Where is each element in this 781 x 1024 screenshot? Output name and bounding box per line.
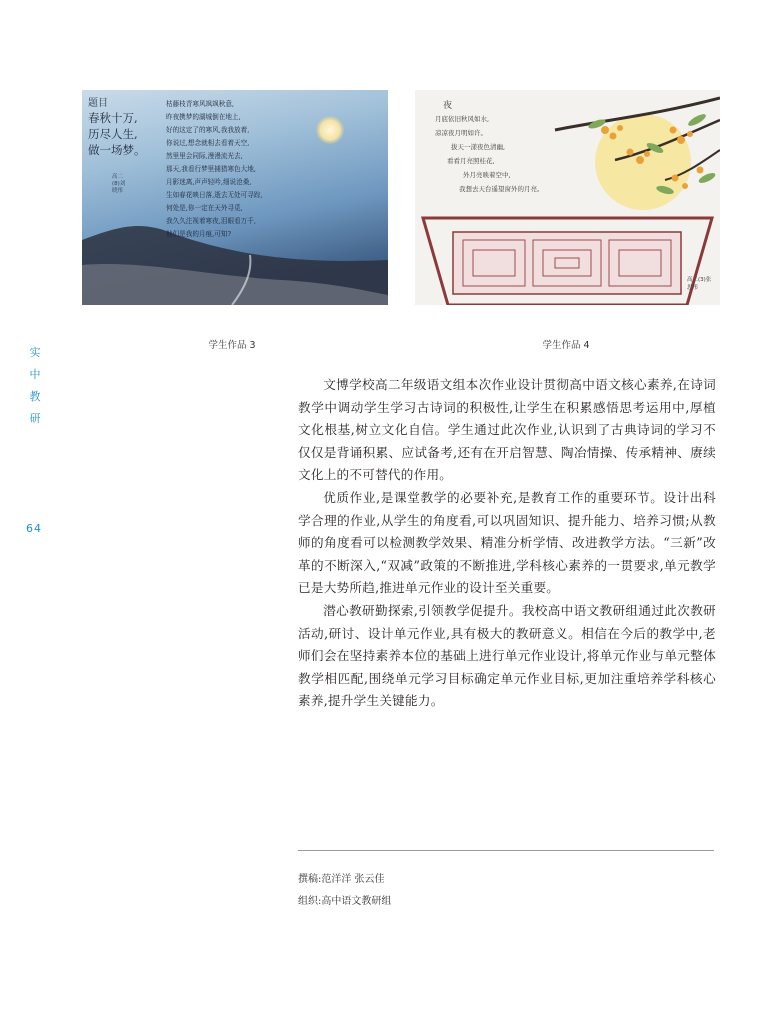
section-char: 研 — [29, 412, 41, 425]
poem-line: 生如春花映日落,逝去无处可寻踪, — [166, 191, 263, 199]
poem-line: 凉凉夜月明如许。 — [435, 129, 487, 137]
poem-line: 拔天一漾夜色清幽, — [451, 143, 506, 151]
poem-line: 那天,我看行梦里捕猎寒色大地, — [166, 165, 256, 173]
poem-line: 好的这定了的寒风,我我放着, — [166, 126, 250, 134]
poem-line: 然里里会同际,漫漫流光去, — [166, 152, 243, 160]
heading-line: 春秋十万, — [88, 111, 138, 125]
artwork-4-poem — [435, 112, 605, 196]
poem-line: 月影迷离,声声轻吟,细说沧桑, — [166, 178, 252, 186]
poem-line: 我久久注视着寒夜,泪眼看万千, — [166, 217, 256, 225]
student-artwork-3 — [82, 90, 388, 305]
body-paragraph: 优质作业,是课堂教学的必要补充,是教育工作的重要环节。设计出科学合理的作业,从学生的角度看,可以巩固知识、提升能力、培养习惯;从教师的角度看可以检测教学效果、精准分析学情、改进教学方法。“三新”改革的不断深入,“双减”政策的不断推进,学科核心素养的一贯要求,单元教学已是大势所趋,推进单元作业的设计至关重要。 — [298, 489, 716, 596]
poem-line: 月底依旧秋风如水, — [435, 115, 490, 123]
page-number: 64 — [26, 522, 42, 535]
credits-divider — [298, 850, 714, 851]
heading-line: 做一场梦。 — [88, 143, 146, 157]
artwork-4-signature: 高二(3)张思彤 — [687, 277, 712, 291]
section-char: 中 — [29, 368, 41, 381]
poem-line: 昨夜携梦的湖城倒在地上, — [166, 113, 241, 121]
article-body — [298, 374, 716, 713]
poem-line: 你说过,想念就相去看着天空, — [166, 139, 250, 147]
poem-line: 外月亮映着空中, — [463, 171, 511, 179]
organization-credit: 组织:高中语文教研组 — [298, 896, 392, 907]
artwork-3-title: 题目 — [88, 98, 108, 109]
section-char: 教 — [29, 390, 41, 403]
poem-line: 我想去天台遥望窗外的月亮。 — [459, 185, 544, 193]
body-paragraph: 潜心教研勤探索,引领教学促提升。我校高中语文教研组通过此次教研活动,研讨、设计单元作业,具有极大的教研意义。相信在今后的教学中,老师们会在坚持素养本位的基础上进行单元作业设计,将单元作业与单元整体教学相匹配,围绕单元学习目标确定单元作业目标,更加注重培养学科核心素养,提升学生关键能力。 — [298, 602, 716, 709]
author-credit: 撰稿:范洋洋 张云佳 — [298, 874, 385, 885]
section-label — [28, 342, 42, 430]
artwork-4-title: 夜 — [443, 101, 453, 111]
section-char: 实 — [29, 346, 41, 359]
poem-line: 枯藤枝青寒风飒飒秋意, — [166, 100, 235, 108]
poem-line: 何处是,你一定在天外寻觅, — [166, 204, 243, 212]
artwork-3-caption: 学生作品 3 — [208, 340, 256, 351]
artwork-3-heading — [88, 110, 146, 158]
poem-line: 看看月亮照桂花, — [447, 157, 495, 165]
student-artwork-4 — [415, 90, 720, 305]
body-paragraph: 文博学校高二年级语文组本次作业设计贯彻高中语文核心素养,在诗词教学中调动学生学习古诗词的积极性,让学生在积累感悟思考运用中,厚植文化根基,树立文化自信。学生通过此次作业,认识到了古典诗词的学习不仅仅是背诵积累、应试备考,还有在开启智慧、陶冶情操、传承精神、赓续文化上的不可替代的作用。 — [298, 377, 716, 483]
poem-line: 他们是我的月痕,可知? — [166, 230, 231, 238]
artwork-4-caption: 学生作品 4 — [542, 340, 590, 351]
heading-line: 历尽人生, — [88, 127, 138, 141]
artwork-3-poem — [166, 98, 324, 241]
artwork-3-signature: 高二(8)刘晓彤 — [112, 174, 126, 194]
